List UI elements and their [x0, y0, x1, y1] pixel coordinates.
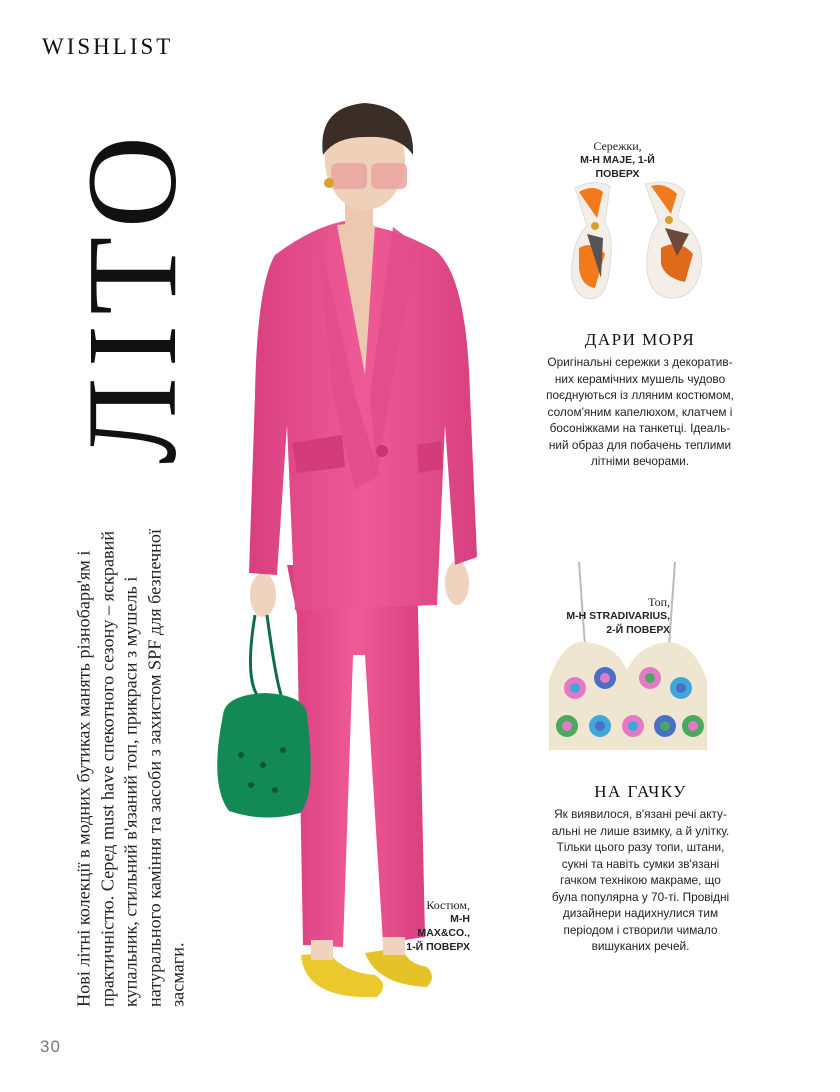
- block-title: ДАРИ МОРЯ: [584, 330, 696, 349]
- block-text: Оригінальні сережки з декоратив-них керамічних мушель чудово поєднуються із лляним костюмом, солом'яним капелюхом, клатчем і босоніжками на танкетці. Ідеаль-ний образ для побачень теплими літніми вечорами.: [546, 355, 734, 468]
- article-block-earrings: [540, 330, 740, 470]
- caption-top: Топ, М-Н STRADIVARIUS, 2-Й ПОВЕРХ: [566, 595, 670, 636]
- caption-earrings: Сережки, М-Н MAJE, 1-Й ПОВЕРХ: [580, 139, 655, 180]
- intro-text: Нові літні колекції в модних бутиках манять різнобарв'ям і практичністю. Серед must have спекотного сезону – яскравий купальник, стильний в'язаний топ, прикраси з мушель і натурального каміння та засоби з захистом SPF для безпечної засмаги.: [73, 528, 188, 1007]
- intro-container: [60, 498, 202, 1010]
- model-photo: [205, 95, 505, 1005]
- block-title: НА ГАЧКУ: [594, 782, 687, 801]
- bag-strap: [250, 615, 281, 695]
- earrings-photo: [565, 178, 715, 313]
- sunglasses: [331, 163, 367, 189]
- headline: ЛІТО: [61, 125, 203, 465]
- green-bag: [217, 693, 310, 818]
- crochet-top-photo: [545, 560, 710, 755]
- section-label: WISHLIST: [42, 34, 174, 59]
- article-block-crochet: [548, 782, 733, 955]
- page-number: 30: [40, 1037, 61, 1056]
- caption-suit: Костюм, М-Н MAX&CO., 1-Й ПОВЕРХ: [406, 898, 470, 953]
- block-text: Як виявилося, в'язані речі акту-альні не лише взимку, а й улітку. Тільки цього разу топи, штани, сукні та навіть сумки зв'язані гачком технікою макраме, що була популярна у 70-ті. Провідні дизайнери надихнулися тим періодом і створили чимало вишуканих речей.: [551, 807, 730, 953]
- headline-container: [62, 110, 202, 480]
